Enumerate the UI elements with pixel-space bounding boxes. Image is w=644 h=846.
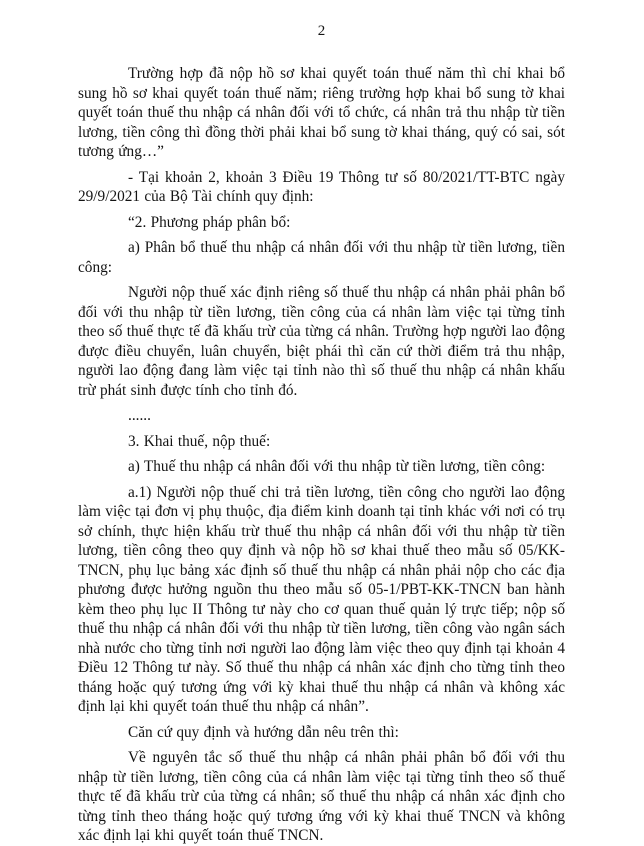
ellipsis-line: ...... (128, 407, 151, 424)
paragraph: - Tại khoản 2, khoản 3 Điều 19 Thông tư số 80/2021/TT-BTC ngày 29/9/2021 của Bộ Tài chính quy định: (78, 168, 565, 205)
page-number: 2 (317, 23, 326, 39)
paragraph: Trường hợp đã nộp hồ sơ khai quyết toán thuế năm thì chỉ khai bổ sung hồ sơ khai quyết toán thuế năm; riêng trường hợp khai bổ sung tờ khai quyết toán thuế thu nhập cá nhân đối với tổ chức, cá nhân trả thu nhập từ tiền lương, tiền công thì đồng thời phải khai bổ sung tờ khai tháng, quý có sai, sót tương ứng…” (78, 65, 565, 160)
paragraph: a) Phân bổ thuế thu nhập cá nhân đối với thu nhập từ tiền lương, tiền công: (78, 239, 565, 276)
paragraph: Về nguyên tắc số thuế thu nhập cá nhân phải phân bổ đối với thu nhập từ tiền lương, tiền công của cá nhân làm việc tại từng tỉnh theo số thuế thực tế đã khấu trừ của từng cá nhân; số thuế thu nhập cá nhân xác định cho từng tỉnh theo tháng hoặc quý tương ứng với kỳ khai thuế TNCN và không xác định lại khi quyết toán thuế TNCN. (78, 749, 565, 844)
paragraph: “2. Phương pháp phân bổ: (128, 213, 291, 231)
paragraph: Căn cứ quy định và hướng dẫn nêu trên thì: (128, 723, 399, 741)
document-body (78, 64, 565, 846)
paragraph: a) Thuế thu nhập cá nhân đối với thu nhập từ tiền lương, tiền công: (128, 458, 546, 475)
paragraph: 3. Khai thuế, nộp thuế: (128, 432, 271, 450)
paragraph: a.1) Người nộp thuế chi trả tiền lương, tiền công cho người lao động làm việc tại đơn vị phụ thuộc, địa điểm kinh doanh tại tỉnh khác với nơi có trụ sở chính, thực hiện khấu trừ thuế thu nhập cá nhân đối với thu nhập từ tiền lương, tiền công theo quy định và nộp hồ sơ khai thuế theo mẫu số 05/KK-TNCN, phụ lục bảng xác định số thuế thu nhập cá nhân phải nộp cho các địa phương được hưởng nguồn thu theo mẫu số 05-1/PBT-KK-TNCN ban hành kèm theo phụ lục II Thông tư này cho cơ quan thuế quản lý trực tiếp; nộp số thuế thu nhập cá nhân đối với thu nhập từ tiền lương, tiền công vào ngân sách nhà nước cho từng tỉnh nơi người lao động làm việc theo quy định tại khoản 4 Điều 12 Thông tư này. Số thuế thu nhập cá nhân xác định cho từng tỉnh theo tháng hoặc quý tương ứng với kỳ khai thuế thu nhập cá nhân và không xác định lại khi quyết toán thuế thu nhập cá nhân”. (78, 483, 565, 715)
paragraph: Người nộp thuế xác định riêng số thuế thu nhập cá nhân phải phân bổ đối với thu nhập từ tiền lương, tiền công của cá nhân làm việc tại từng tỉnh theo số thuế thực tế đã khấu trừ của từng cá nhân. Trường hợp người lao động được điều chuyển, luân chuyển, biệt phái thì căn cứ thời điểm trả thu nhập, người lao động đang làm việc tại tỉnh nào thì số thuế thu nhập cá nhân khấu trừ phát sinh được tính cho tỉnh đó. (78, 284, 565, 399)
